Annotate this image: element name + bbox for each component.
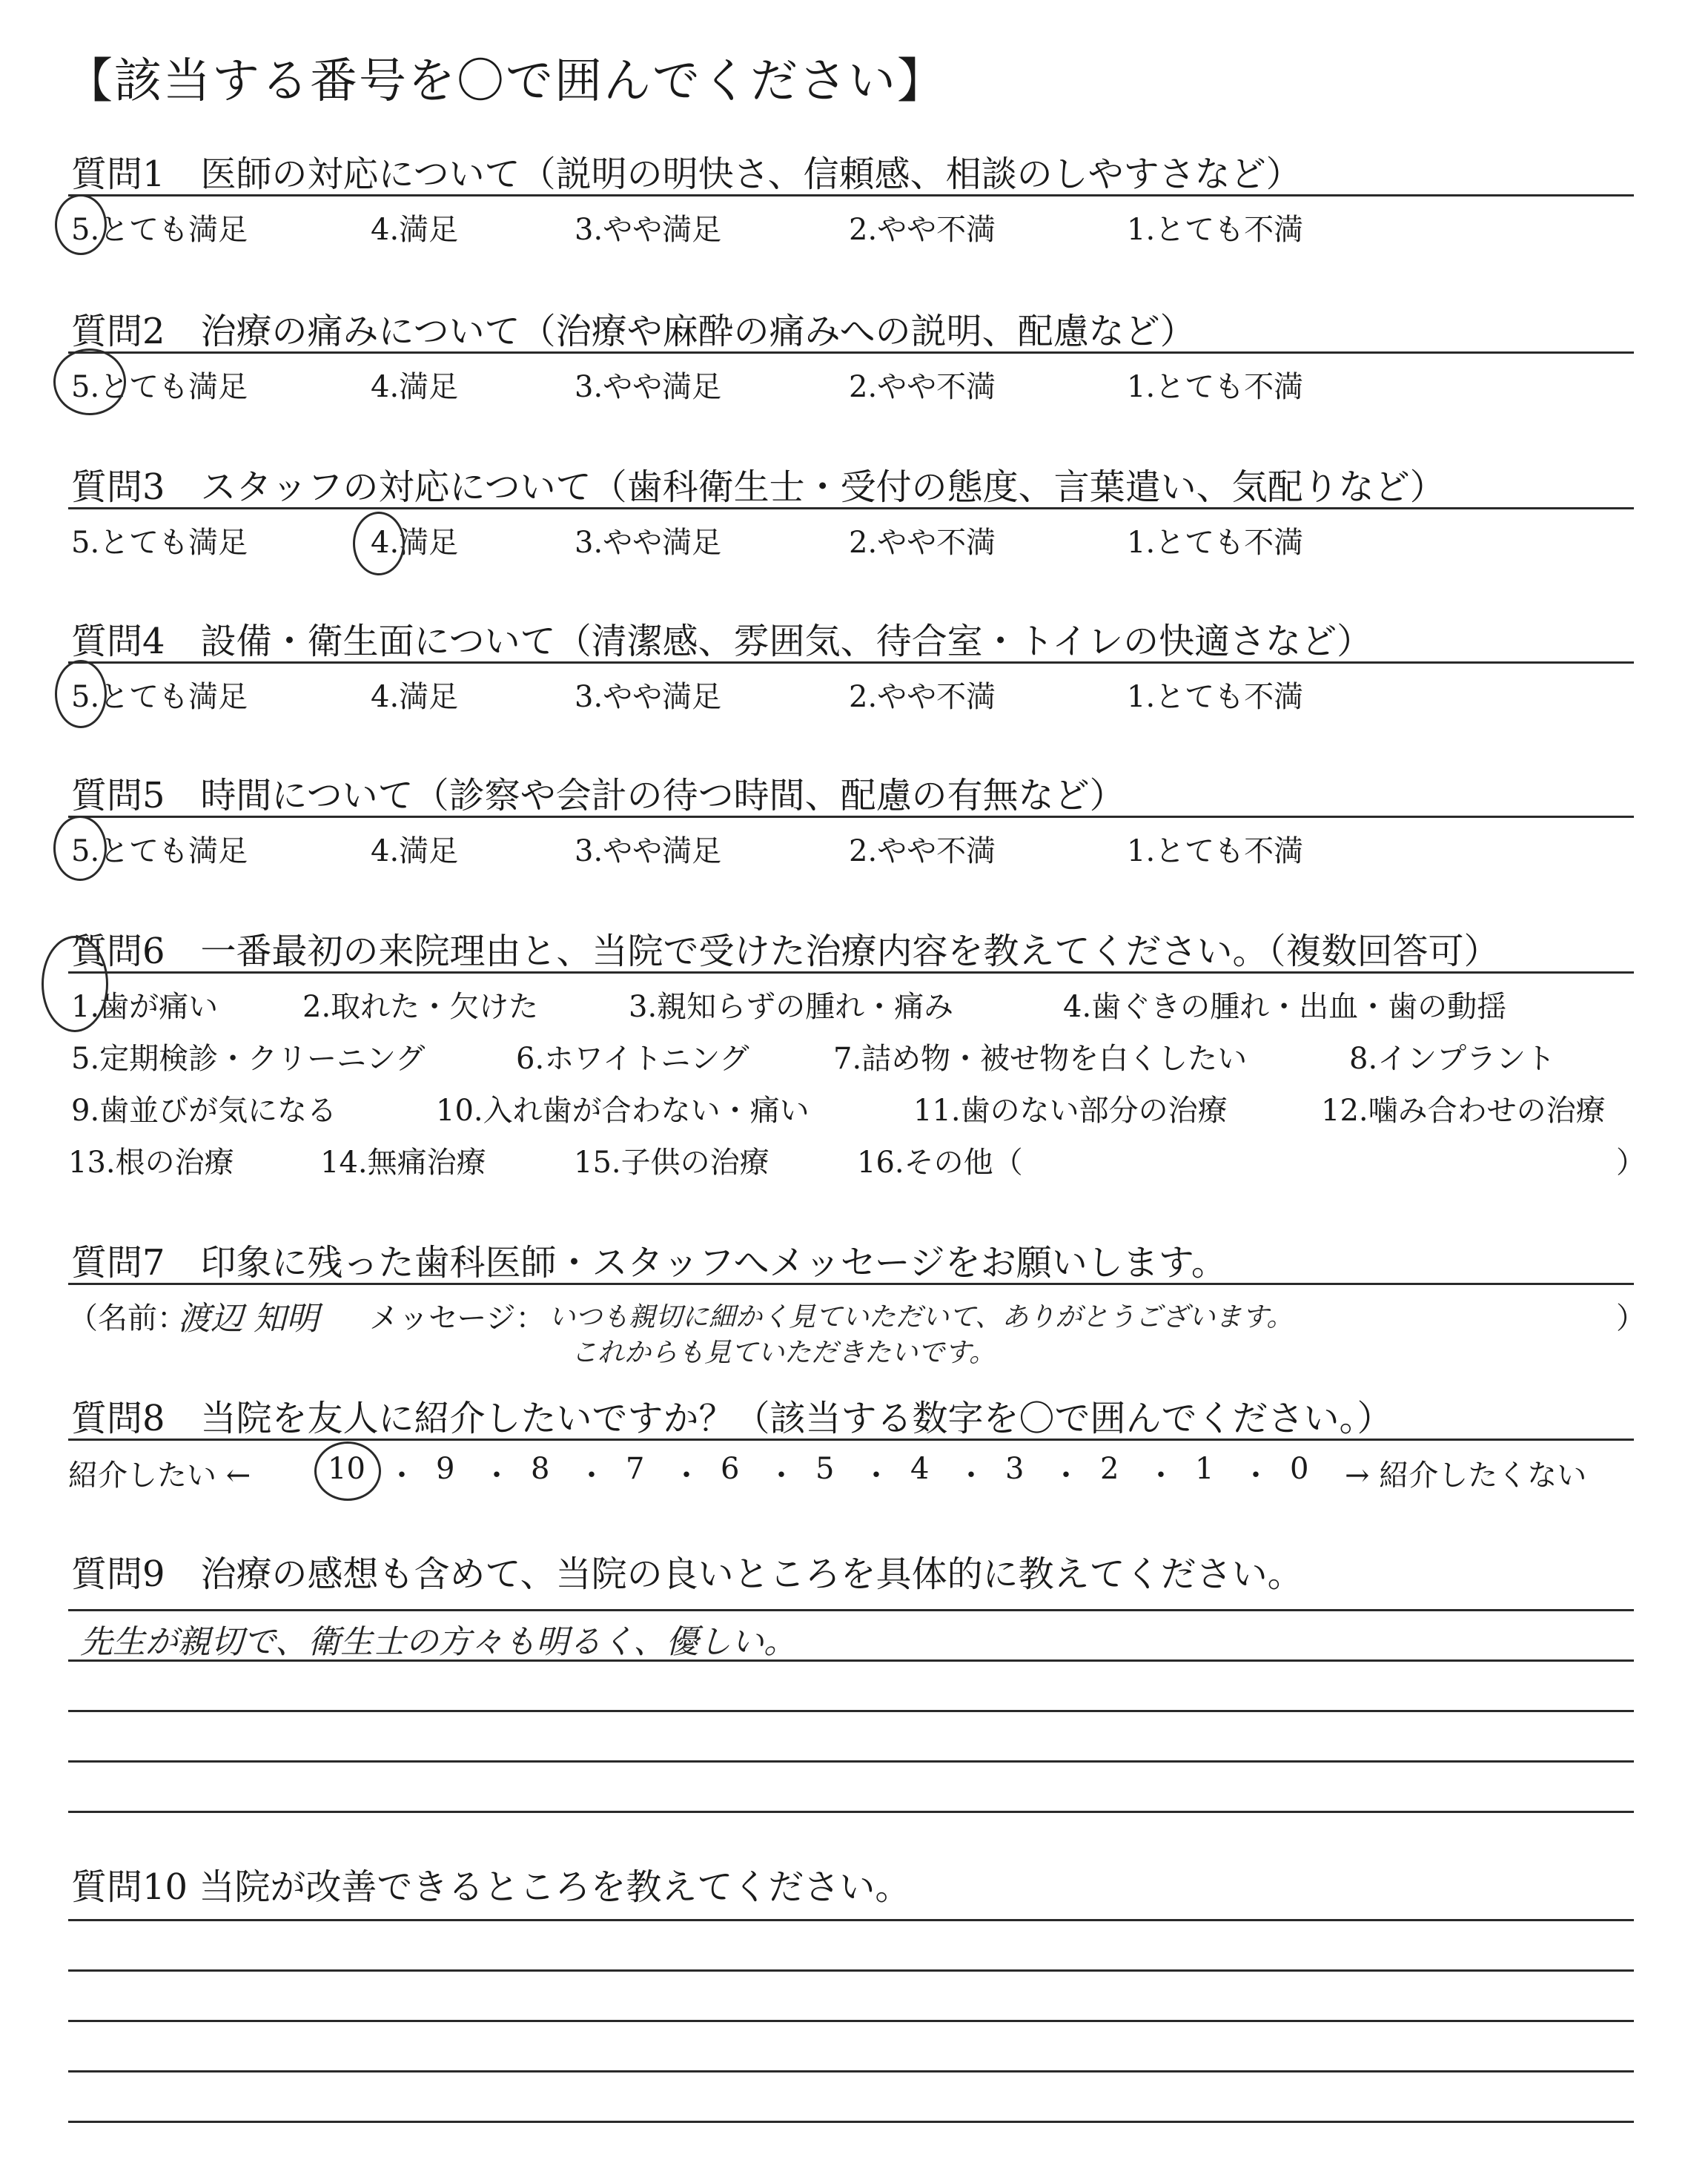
q6-option-2[interactable]: 2.取れた・欠けた (302, 990, 539, 1024)
answer-line (68, 1609, 1634, 1611)
q2-option-2[interactable]: 2.やや不満 (849, 370, 996, 404)
q4-option-4[interactable]: 4.満足 (371, 680, 459, 714)
answer-line (68, 1659, 1634, 1662)
q5-selected-circle (53, 816, 107, 881)
q5-option-4[interactable]: 4.満足 (371, 834, 459, 868)
q4-option-3[interactable]: 3.やや満足 (575, 680, 722, 714)
q2-option-3[interactable]: 3.やや満足 (575, 370, 722, 404)
q7-message-line-1[interactable]: いつも親切に細かく見ていただいて、ありがとうございます。 (549, 1302, 1294, 1332)
q8-score-2[interactable]: 2 (1100, 1452, 1119, 1486)
q3-option-2[interactable]: 2.やや不満 (849, 526, 996, 560)
q8-score-3[interactable]: 3 (1005, 1452, 1025, 1486)
q5-option-1[interactable]: 1.とても不満 (1127, 834, 1304, 868)
q6-option-16[interactable]: 16.その他（ (857, 1146, 1023, 1180)
q3-option-4[interactable]: 4.満足 (371, 526, 459, 560)
answer-line (68, 2070, 1634, 2073)
question-3-heading: 質問3 スタッフの対応について（歯科衛生士・受付の態度、言葉遣い、気配りなど） (71, 466, 1446, 508)
q8-separator: ・ (482, 1459, 512, 1493)
answer-line (68, 1710, 1634, 1712)
q7-message-line-2[interactable]: これからも見ていただきたいです。 (571, 1338, 996, 1368)
q8-separator: ・ (767, 1459, 796, 1493)
q6-option-12[interactable]: 12.噛み合わせの治療 (1321, 1094, 1606, 1128)
divider (68, 1439, 1634, 1441)
answer-line (68, 1760, 1634, 1763)
q6-other-close-paren: ） (1616, 1146, 1646, 1180)
q3-selected-circle (353, 512, 405, 575)
q6-option-14[interactable]: 14.無痛治療 (320, 1146, 486, 1180)
q1-option-1[interactable]: 1.とても不満 (1127, 213, 1304, 247)
q8-separator: ・ (387, 1459, 417, 1493)
q1-option-2[interactable]: 2.やや不満 (849, 213, 996, 247)
divider (68, 971, 1634, 974)
question-6-heading: 質問6 一番最初の来院理由と、当院で受けた治療内容を教えてください。（複数回答可） (71, 931, 1500, 972)
q8-score-7[interactable]: 7 (626, 1452, 645, 1486)
q8-separator: ・ (1146, 1459, 1176, 1493)
divider (68, 194, 1634, 196)
q6-option-10[interactable]: 10.入れ歯が合わない・痛い (436, 1094, 810, 1128)
q8-score-10[interactable]: 10 (328, 1452, 365, 1486)
question-7-heading: 質問7 印象に残った歯科医師・スタッフへメッセージをお願いします。 (71, 1242, 1227, 1284)
q8-score-6[interactable]: 6 (721, 1452, 740, 1486)
q8-selected-circle (314, 1441, 381, 1501)
q5-option-2[interactable]: 2.やや不満 (849, 834, 996, 868)
q4-option-5[interactable]: 5.とても満足 (71, 680, 248, 714)
answer-line (68, 1969, 1634, 1972)
q3-option-3[interactable]: 3.やや満足 (575, 526, 722, 560)
q8-left-label: 紹介したい ← (68, 1459, 251, 1493)
q6-option-8[interactable]: 8.インプラント (1349, 1042, 1556, 1076)
q5-option-3[interactable]: 3.やや満足 (575, 834, 722, 868)
q3-option-1[interactable]: 1.とても不満 (1127, 526, 1304, 560)
q8-score-5[interactable]: 5 (815, 1452, 835, 1486)
question-4-heading: 質問4 設備・衛生面について（清潔感、雰囲気、待合室・トイレの快適さなど） (71, 621, 1373, 662)
q6-option-7[interactable]: 7.詰め物・被せ物を白くしたい (833, 1042, 1248, 1076)
q6-selected-circle (42, 936, 108, 1032)
q4-selected-circle (55, 660, 107, 728)
q3-option-5[interactable]: 5.とても満足 (71, 526, 248, 560)
q8-separator: ・ (672, 1459, 701, 1493)
q6-option-13[interactable]: 13.根の治療 (68, 1146, 234, 1180)
divider (68, 816, 1634, 818)
q8-right-label: → 紹介したくない (1345, 1459, 1587, 1493)
divider (68, 661, 1634, 664)
q7-message-label: メッセージ： (369, 1301, 546, 1335)
q8-separator: ・ (1241, 1459, 1271, 1493)
q8-separator: ・ (577, 1459, 606, 1493)
q5-option-5[interactable]: 5.とても満足 (71, 834, 248, 868)
q4-option-1[interactable]: 1.とても不満 (1127, 680, 1304, 714)
question-5-heading: 質問5 時間について（診察や会計の待つ時間、配慮の有無など） (71, 775, 1125, 816)
q1-option-4[interactable]: 4.満足 (371, 213, 459, 247)
q6-option-1[interactable]: 1.歯が痛い (71, 990, 219, 1024)
q2-option-1[interactable]: 1.とても不満 (1127, 370, 1304, 404)
q7-close-paren: ） (1616, 1301, 1646, 1335)
q8-score-4[interactable]: 4 (910, 1452, 930, 1486)
answer-line (68, 1919, 1634, 1921)
q8-separator: ・ (1051, 1459, 1081, 1493)
q6-option-3[interactable]: 3.親知らずの腫れ・痛み (629, 990, 954, 1024)
question-1-heading: 質問1 医師の対応について（説明の明快さ、信頼感、相談のしやすさなど） (71, 153, 1302, 195)
question-10-heading: 質問10 当院が改善できるところを教えてください。 (71, 1866, 911, 1908)
question-9-heading: 質問9 治療の感想も含めて、当院の良いところを具体的に教えてください。 (71, 1553, 1303, 1595)
answer-line (68, 2121, 1634, 2123)
q1-selected-circle (55, 194, 107, 255)
q8-score-0[interactable]: 0 (1290, 1452, 1309, 1486)
q6-option-15[interactable]: 15.子供の治療 (574, 1146, 769, 1180)
q6-option-5[interactable]: 5.定期検診・クリーニング (71, 1042, 426, 1076)
divider (68, 351, 1634, 354)
q2-option-4[interactable]: 4.満足 (371, 370, 459, 404)
q8-score-8[interactable]: 8 (531, 1452, 550, 1486)
q6-option-11[interactable]: 11.歯のない部分の治療 (913, 1094, 1228, 1128)
q6-option-4[interactable]: 4.歯ぐきの腫れ・出血・歯の動揺 (1063, 990, 1507, 1024)
q7-name-label: （名前： (68, 1301, 187, 1335)
q6-option-6[interactable]: 6.ホワイトニング (516, 1042, 749, 1076)
q1-option-3[interactable]: 3.やや満足 (575, 213, 722, 247)
answer-line (68, 1811, 1634, 1813)
q9-answer-handwritten[interactable]: 先生が親切で、衛生士の方々も明るく、優しい。 (80, 1623, 797, 1661)
page-title: 【該当する番号を〇で囲んでください】 (65, 54, 946, 109)
q8-score-1[interactable]: 1 (1195, 1452, 1214, 1486)
q6-option-9[interactable]: 9.歯並びが気になる (71, 1094, 337, 1128)
divider (68, 507, 1634, 509)
q2-selected-circle (53, 349, 126, 415)
question-2-heading: 質問2 治療の痛みについて（治療や麻酔の痛みへの説明、配慮など） (71, 311, 1196, 352)
q4-option-2[interactable]: 2.やや不満 (849, 680, 996, 714)
q8-score-9[interactable]: 9 (436, 1452, 455, 1486)
q8-separator: ・ (956, 1459, 986, 1493)
answer-line (68, 2020, 1634, 2022)
q7-name-handwritten[interactable]: 渡辺 知明 (178, 1300, 319, 1338)
q1-option-5[interactable]: 5.とても満足 (71, 213, 248, 247)
q8-separator: ・ (861, 1459, 891, 1493)
question-8-heading: 質問8 当院を友人に紹介したいですか？（該当する数字を〇で囲んでください。） (71, 1398, 1393, 1439)
divider (68, 1283, 1634, 1285)
q2-option-5[interactable]: 5.とても満足 (71, 370, 248, 404)
